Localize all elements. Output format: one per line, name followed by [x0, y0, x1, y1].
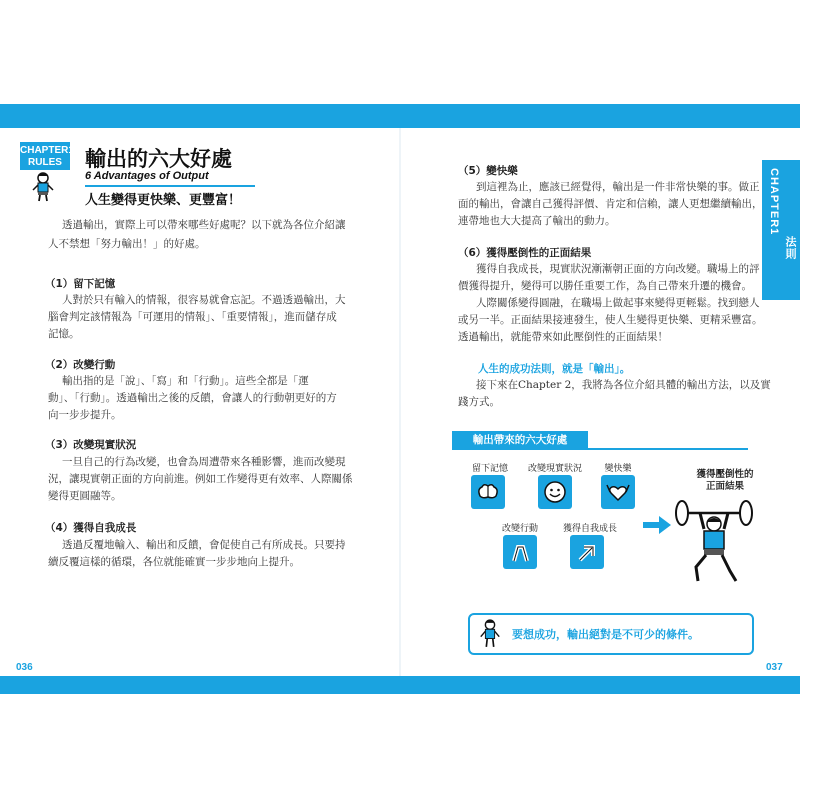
icon-caption: 留下記憶 [471, 464, 508, 474]
success-law-line: 人生的成功法則，就是「輸出」。 [478, 363, 631, 375]
section-heading: （1）留下記憶 [45, 278, 116, 290]
page-number-left: 036 [16, 662, 33, 673]
body-line: 人對於只有輸入的情報，很容易就會忘記。不過透過輸出，大 [62, 294, 346, 306]
body-line: 腦會判定該情報為「可運用的情報」、「重要情報」，進而儲存成 [48, 311, 337, 323]
page-number-right: 037 [766, 662, 783, 673]
diagram-label: 輸出帶來的六大好處 [452, 431, 588, 449]
person-figure-icon [478, 617, 502, 649]
section-heading: （2）改變行動 [45, 359, 116, 371]
icon-caption: 改變現實狀況 [527, 464, 582, 474]
body-line: 獲得自我成長，現實狀況漸漸朝正面的方向改變。職場上的評 [476, 263, 760, 275]
up-arrow-icon [570, 535, 604, 569]
section-heading: （6）獲得壓倒性的正面結果 [458, 247, 592, 259]
page-title: 輸出的六大好處 [85, 147, 232, 171]
heart-hands-icon [601, 475, 635, 509]
bottom-band [0, 676, 800, 694]
body-line: 變得更圓融等。 [48, 490, 122, 502]
tagline: 人生變得更快樂、更豐富！ [85, 193, 242, 208]
body-line: 況，讓現實朝正面的方向前進。例如工作變得更有效率、人際關係 [48, 473, 353, 485]
side-tab-chapter: CHAPTER1 [768, 168, 780, 236]
body-line: 輸出指的是「說」、「寫」和「行動」。這些全都是「運 [62, 375, 309, 387]
callout-text: 要想成功，輸出絕對是不可少的條件。 [512, 628, 699, 641]
result-caption-line-2: 正面結果 [705, 481, 744, 492]
right-arrow-icon [643, 516, 671, 534]
side-tab-title: 輸出的基本法則 [784, 236, 813, 296]
diagram-rule [452, 448, 748, 450]
chapter-side-tab [762, 160, 813, 300]
top-band [0, 104, 800, 128]
body-line: 到這裡為止，應該已經覺得，輸出是一件非常快樂的事。做正 [476, 181, 760, 193]
icon-caption: 變快樂 [604, 464, 632, 474]
body-line: 接下來在Chapter 2，我將為各位介紹具體的輸出方法，以及實 [476, 379, 771, 391]
body-line: 面的輸出，會讓自己獲得評價、肯定和信賴，讓人更想繼續輸出， [458, 198, 763, 210]
section-heading: （4）獲得自我成長 [45, 522, 137, 534]
body-line: 動」、「行動」。透過輸出之後的反饋，會讓人的行動朝更好的方 [48, 392, 337, 404]
chapter-tag [20, 142, 74, 170]
body-line: 人際關係變得圓融，在職場上做起事來變得更輕鬆。找到戀人 [476, 297, 760, 309]
intro-line: 透過輸出，實際上可以帶來哪些好處呢？以下就為各位介紹讓 [62, 219, 346, 231]
icon-caption: 獲得自我成長 [562, 524, 617, 534]
body-line: 一旦自己的行為改變，也會為周遭帶來各種影響，進而改變現 [62, 456, 346, 468]
body-line: 續反覆這樣的循環，各位就能確實一步步地向上提升。 [48, 556, 300, 568]
chapter-tag-line-2: RULES [28, 157, 62, 168]
body-line: 或另一半。正面結果接連發生，使人生變得更快樂、更精采豐富。 [458, 314, 763, 326]
body-line: 踐方式。 [458, 396, 500, 408]
brain-icon [471, 475, 505, 509]
walking-legs-icon [503, 535, 537, 569]
body-line: 記憶。 [48, 328, 80, 340]
callout-box [468, 613, 754, 655]
page-subtitle: 6 Advantages of Output [85, 170, 209, 182]
result-caption-line-1: 獲得壓倒性的 [696, 469, 754, 480]
body-line: 連帶地也大大提高了輸出的動力。 [458, 215, 616, 227]
intro-line: 人不禁想「努力輸出！」的好處。 [48, 238, 206, 250]
body-line: 透過輸出，就能帶來如此壓倒性的正面結果！ [458, 331, 668, 343]
smiley-icon [538, 475, 572, 509]
icon-caption: 改變行動 [501, 524, 538, 534]
person-figure-icon [30, 172, 56, 202]
result-caption [680, 469, 770, 493]
section-heading: （5）變快樂 [458, 165, 518, 177]
weightlifter-icon [674, 497, 754, 587]
page-gutter [399, 128, 401, 676]
section-heading: （3）改變現實狀況 [45, 439, 137, 451]
chapter-tag-line-1: CHAPTER1 [20, 145, 74, 156]
body-line: 透過反覆地輸入、輸出和反饋，會促使自己有所成長。只要持 [62, 539, 346, 551]
body-line: 向一步步提升。 [48, 409, 122, 421]
body-line: 價獲得提升，變得可以勝任重要工作，為自己帶來升遷的機會。 [458, 280, 752, 292]
title-rule [85, 185, 255, 187]
